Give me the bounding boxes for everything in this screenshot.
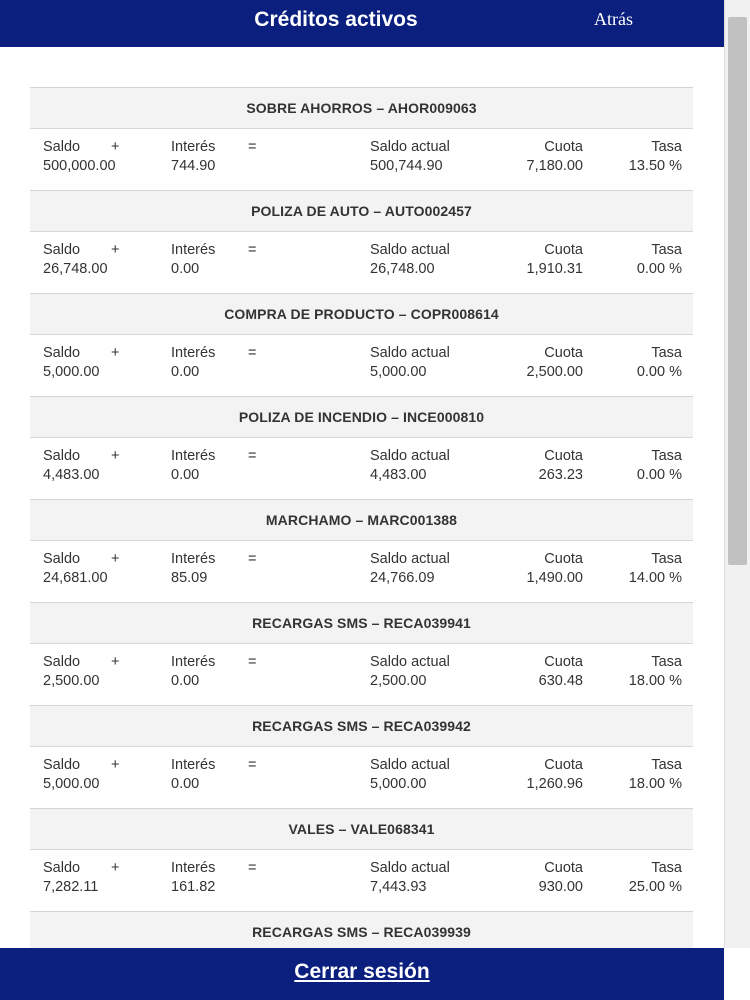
cuota-label: Cuota xyxy=(544,860,583,876)
credit-title: VALES – VALE068341 xyxy=(30,809,693,850)
interes-label: Interés xyxy=(171,242,216,258)
tasa-label: Tasa xyxy=(651,654,682,670)
cuota-value: 7,180.00 xyxy=(526,158,583,174)
equals-sign: = xyxy=(248,139,257,155)
credit-details xyxy=(30,438,693,499)
credit-item xyxy=(30,705,693,808)
equals-sign: = xyxy=(248,860,257,876)
cuota-value: 263.23 xyxy=(538,467,583,483)
credit-item xyxy=(30,293,693,396)
interes-value: 161.82 xyxy=(171,879,216,895)
credit-item xyxy=(30,808,693,911)
logout-link[interactable]: Cerrar sesión xyxy=(294,960,430,983)
credit-title: SOBRE AHORROS – AHOR009063 xyxy=(30,88,693,129)
cuota-value: 1,490.00 xyxy=(526,570,583,586)
interes-label: Interés xyxy=(171,448,216,464)
equals-sign: = xyxy=(248,448,257,464)
saldo-label: Saldo xyxy=(43,757,81,773)
cuota-value: 1,910.31 xyxy=(526,261,583,277)
saldo-actual-value: 24,766.09 xyxy=(370,570,435,586)
credit-details xyxy=(30,541,693,602)
credit-item xyxy=(30,911,693,948)
equals-sign: = xyxy=(248,345,257,361)
saldo-label: Saldo xyxy=(43,860,81,876)
back-link[interactable]: Atrás xyxy=(594,9,633,29)
cuota-label: Cuota xyxy=(544,139,583,155)
saldo-label: Saldo xyxy=(43,345,81,361)
cuota-label: Cuota xyxy=(544,654,583,670)
saldo-actual-value: 5,000.00 xyxy=(370,364,427,380)
credit-title: RECARGAS SMS – RECA039941 xyxy=(30,603,693,644)
interes-label: Interés xyxy=(171,757,216,773)
saldo-actual-value: 2,500.00 xyxy=(370,673,427,689)
saldo-value: 24,681.00 xyxy=(43,570,108,586)
interes-label: Interés xyxy=(171,654,216,670)
saldo-actual-value: 5,000.00 xyxy=(370,776,427,792)
saldo-value: 5,000.00 xyxy=(43,364,100,380)
tasa-label: Tasa xyxy=(651,448,682,464)
saldo-actual-label: Saldo actual xyxy=(370,757,450,773)
tasa-value: 18.00 % xyxy=(628,673,682,689)
interes-label: Interés xyxy=(171,551,216,567)
plus-sign: + xyxy=(111,860,120,876)
interes-value: 0.00 xyxy=(171,467,200,483)
saldo-value: 500,000.00 xyxy=(43,158,116,174)
saldo-label: Saldo xyxy=(43,448,81,464)
credit-item xyxy=(30,602,693,705)
saldo-value: 4,483.00 xyxy=(43,467,100,483)
saldo-value: 7,282.11 xyxy=(43,879,99,895)
equals-sign: = xyxy=(248,242,257,258)
cuota-value: 930.00 xyxy=(538,879,583,895)
saldo-actual-label: Saldo actual xyxy=(370,242,450,258)
saldo-value: 5,000.00 xyxy=(43,776,100,792)
interes-label: Interés xyxy=(171,345,216,361)
equals-sign: = xyxy=(248,654,257,670)
saldo-actual-value: 26,748.00 xyxy=(370,261,435,277)
cuota-label: Cuota xyxy=(544,242,583,258)
saldo-actual-value: 4,483.00 xyxy=(370,467,427,483)
tasa-label: Tasa xyxy=(651,139,682,155)
saldo-actual-value: 500,744.90 xyxy=(370,158,443,174)
tasa-label: Tasa xyxy=(651,242,682,258)
cuota-label: Cuota xyxy=(544,551,583,567)
credit-title: POLIZA DE INCENDIO – INCE000810 xyxy=(30,397,693,438)
equals-sign: = xyxy=(248,551,257,567)
footer-gap xyxy=(724,948,750,1000)
saldo-label: Saldo xyxy=(43,551,81,567)
tasa-value: 18.00 % xyxy=(628,776,682,792)
tasa-value: 0.00 % xyxy=(636,364,682,380)
tasa-value: 0.00 % xyxy=(636,261,682,277)
credit-title: RECARGAS SMS – RECA039942 xyxy=(30,706,693,747)
plus-sign: + xyxy=(111,139,120,155)
credit-item xyxy=(30,190,693,293)
interes-value: 85.09 xyxy=(171,570,208,586)
credit-details xyxy=(30,850,693,911)
tasa-value: 0.00 % xyxy=(636,467,682,483)
credit-title: RECARGAS SMS – RECA039939 xyxy=(30,912,693,948)
cuota-value: 1,260.96 xyxy=(526,776,583,792)
interes-value: 744.90 xyxy=(171,158,216,174)
interes-label: Interés xyxy=(171,139,216,155)
saldo-actual-value: 7,443.93 xyxy=(370,879,427,895)
interes-value: 0.00 xyxy=(171,364,200,380)
tasa-label: Tasa xyxy=(651,345,682,361)
equals-sign: = xyxy=(248,757,257,773)
credit-details xyxy=(30,335,693,396)
tasa-label: Tasa xyxy=(651,551,682,567)
credit-item xyxy=(30,396,693,499)
tasa-value: 13.50 % xyxy=(628,158,682,174)
scrollbar-thumb[interactable] xyxy=(728,17,747,565)
saldo-label: Saldo xyxy=(43,242,81,258)
tasa-label: Tasa xyxy=(651,757,682,773)
credit-title: MARCHAMO – MARC001388 xyxy=(30,500,693,541)
tasa-label: Tasa xyxy=(651,860,682,876)
saldo-label: Saldo xyxy=(43,654,81,670)
cuota-value: 630.48 xyxy=(538,673,583,689)
tasa-value: 25.00 % xyxy=(628,879,682,895)
interes-value: 0.00 xyxy=(171,673,200,689)
credit-details xyxy=(30,129,693,190)
interes-value: 0.00 xyxy=(171,776,200,792)
tasa-value: 14.00 % xyxy=(628,570,682,586)
footer-bar xyxy=(0,948,724,1000)
credit-details xyxy=(30,644,693,705)
saldo-value: 26,748.00 xyxy=(43,261,108,277)
plus-sign: + xyxy=(111,551,120,567)
interes-label: Interés xyxy=(171,860,216,876)
cuota-label: Cuota xyxy=(544,757,583,773)
saldo-actual-label: Saldo actual xyxy=(370,139,450,155)
plus-sign: + xyxy=(111,242,120,258)
header-bar xyxy=(0,0,724,47)
saldo-actual-label: Saldo actual xyxy=(370,345,450,361)
cuota-label: Cuota xyxy=(544,448,583,464)
page-title: Créditos activos xyxy=(254,8,418,31)
scrollbar[interactable] xyxy=(724,0,750,948)
cuota-label: Cuota xyxy=(544,345,583,361)
saldo-label: Saldo xyxy=(43,139,81,155)
plus-sign: + xyxy=(111,757,120,773)
saldo-value: 2,500.00 xyxy=(43,673,100,689)
credits-scroll-area[interactable] xyxy=(0,47,724,948)
saldo-actual-label: Saldo actual xyxy=(370,448,450,464)
credit-title: COMPRA DE PRODUCTO – COPR008614 xyxy=(30,294,693,335)
saldo-actual-label: Saldo actual xyxy=(370,860,450,876)
credit-title: POLIZA DE AUTO – AUTO002457 xyxy=(30,191,693,232)
interes-value: 0.00 xyxy=(171,261,200,277)
credit-details xyxy=(30,747,693,808)
saldo-actual-label: Saldo actual xyxy=(370,551,450,567)
saldo-actual-label: Saldo actual xyxy=(370,654,450,670)
credit-item xyxy=(30,87,693,190)
plus-sign: + xyxy=(111,654,120,670)
plus-sign: + xyxy=(111,448,120,464)
credit-list xyxy=(30,87,693,948)
credit-details xyxy=(30,232,693,293)
plus-sign: + xyxy=(111,345,120,361)
cuota-value: 2,500.00 xyxy=(526,364,583,380)
credit-item xyxy=(30,499,693,602)
